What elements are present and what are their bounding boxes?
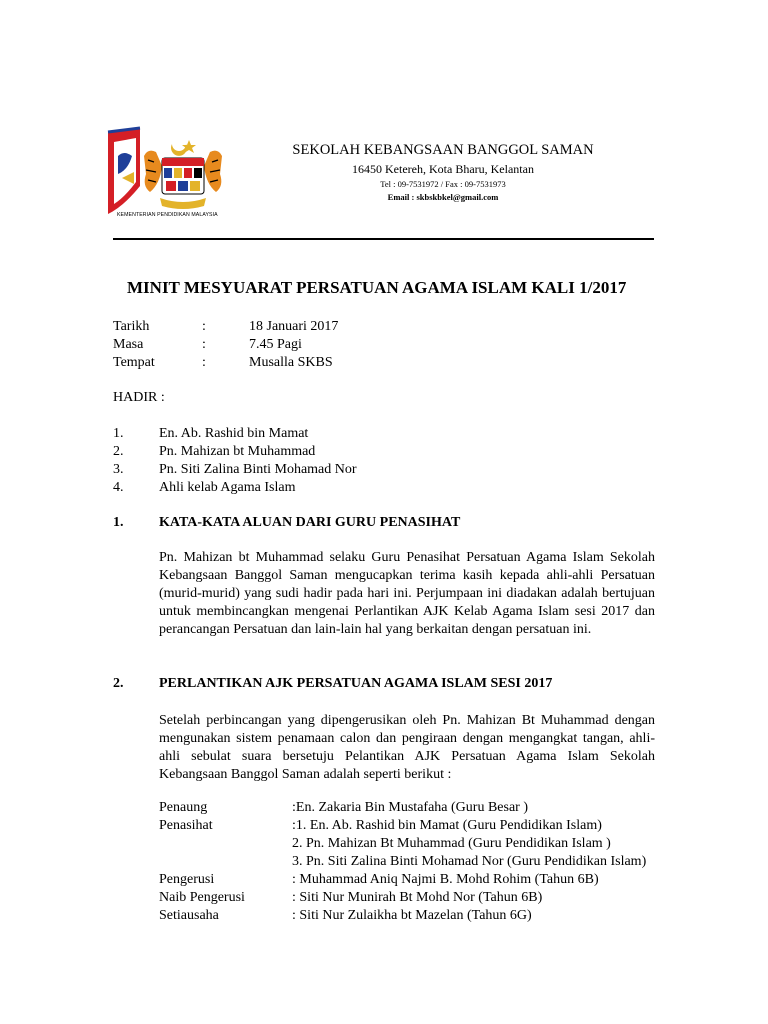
- attendance-heading: HADIR :: [113, 390, 165, 405]
- section-title: PERLANTIKAN AJK PERSATUAN AGAMA ISLAM SESI 2017: [159, 676, 553, 691]
- school-address: 16450 Ketereh, Kota Bharu, Kelantan: [352, 162, 534, 176]
- section-body: Pn. Mahizan bt Muhammad selaku Guru Penasihat Persatuan Agama Islam Sekolah Kebangsaan Banggol Saman mengucapkan terima kasih kepada ahli-ahli Persatuan (murid-murid) yang sudi hadir pada hari ini. Perjumpaan ini diadakan adalah bertujuan untuk membincangkan mengenai Perlantikan AJK Kelab Agama Islam sesi 2017 dan perancangan Persatuan dan lain-lain hal yang berkaitan dengan persatuan ini.: [159, 550, 655, 637]
- meta-value: 18 Januari 2017: [249, 319, 339, 334]
- committee-role: Setiausaha: [159, 908, 219, 923]
- school-email: Email : skbskbkel@gmail.com: [387, 192, 499, 202]
- attendee-name: Ahli kelab Agama Islam: [159, 480, 296, 495]
- ministry-logo-emblem: [104, 126, 234, 226]
- section-number: 2.: [113, 676, 124, 691]
- attendee-name: Pn. Mahizan bt Muhammad: [159, 444, 316, 459]
- committee-holder: :En. Zakaria Bin Mustafaha (Guru Besar ): [292, 800, 528, 815]
- school-phone-fax: Tel : 09-7531972 / Fax : 09-7531973: [380, 179, 506, 189]
- section-number: 1.: [113, 515, 124, 530]
- attendee-name: Pn. Siti Zalina Binti Mohamad Nor: [159, 462, 357, 477]
- school-name: SEKOLAH KEBANGSAAN BANGGOL SAMAN: [292, 142, 594, 158]
- section-title: KATA-KATA ALUAN DARI GURU PENASIHAT: [159, 515, 461, 530]
- committee-role: Penasihat: [159, 818, 213, 833]
- committee-role: Naib Pengerusi: [159, 890, 245, 905]
- header-divider: [113, 238, 654, 240]
- meta-value: 7.45 Pagi: [249, 337, 302, 352]
- section-body: Setelah perbincangan yang dipengerusikan oleh Pn. Mahizan Bt Muhammad dengan mengunakan sistem penamaan calon dan pengiraan dengan mengangkat tangan, ahli-ahli sebulat suara bersetuju Pelantikan AJK Persatuan Agama Islam Sekolah Kebangsaan Banggol Saman adalah seperti berikut :: [159, 713, 655, 782]
- committee-holder: 3. Pn. Siti Zalina Binti Mohamad Nor (Guru Pendidikan Islam): [292, 854, 647, 869]
- meta-label: Tarikh: [113, 319, 150, 334]
- meta-label: Tempat: [113, 355, 155, 370]
- committee-holder: : Muhammad Aniq Najmi B. Mohd Rohim (Tahun 6B): [292, 872, 599, 887]
- meta-colon: :: [202, 319, 206, 334]
- ministry-caption: KEMENTERIAN PENDIDIKAN MALAYSIA: [117, 212, 218, 218]
- attendee-number: 2.: [113, 444, 124, 459]
- meta-colon: :: [202, 337, 206, 352]
- attendee-number: 3.: [113, 462, 124, 477]
- attendee-number: 1.: [113, 426, 124, 441]
- document-title: MINIT MESYUARAT PERSATUAN AGAMA ISLAM KALI 1/2017: [127, 278, 627, 297]
- committee-holder: : Siti Nur Zulaikha bt Mazelan (Tahun 6G): [292, 908, 532, 923]
- committee-holder: 2. Pn. Mahizan Bt Muhammad (Guru Pendidikan Islam ): [292, 836, 611, 851]
- committee-role: Pengerusi: [159, 872, 215, 887]
- meta-colon: :: [202, 355, 206, 370]
- committee-role: Penaung: [159, 800, 208, 815]
- committee-holder: : Siti Nur Munirah Bt Mohd Nor (Tahun 6B): [292, 890, 543, 905]
- meta-value: Musalla SKBS: [249, 355, 333, 370]
- attendee-name: En. Ab. Rashid bin Mamat: [159, 426, 309, 441]
- meta-label: Masa: [113, 337, 144, 352]
- committee-holder: :1. En. Ab. Rashid bin Mamat (Guru Pendidikan Islam): [292, 818, 602, 833]
- attendee-number: 4.: [113, 480, 124, 495]
